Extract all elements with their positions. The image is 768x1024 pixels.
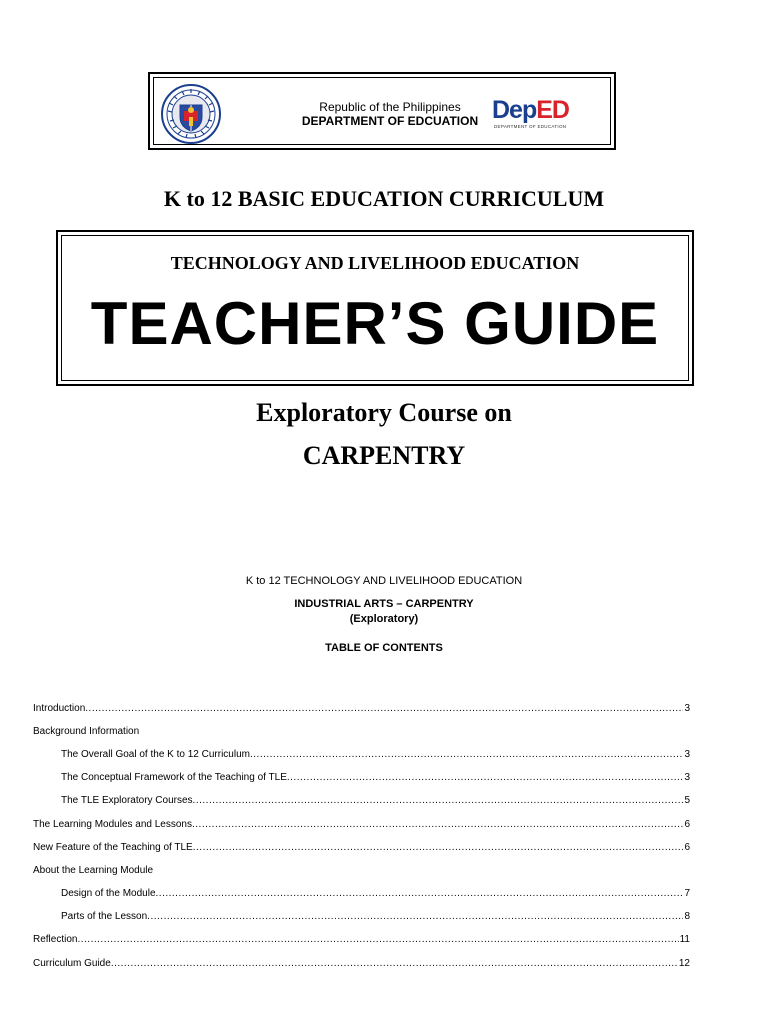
toc-leader-dots xyxy=(192,818,683,832)
toc-entry-title: New Feature of the Teaching of TLE xyxy=(33,842,193,853)
toc-entry-page: 3 xyxy=(684,772,690,783)
deped-wordmark-ed: ED xyxy=(536,96,569,124)
exploratory-course-label: Exploratory Course on xyxy=(256,398,512,427)
toc-entry-page: 11 xyxy=(679,934,690,945)
header-box xyxy=(148,72,616,150)
toc-leader-dots xyxy=(77,933,678,947)
toc-entry[interactable] xyxy=(33,933,690,947)
toc-entry-page: 8 xyxy=(684,911,690,922)
toc-entry-page: 5 xyxy=(684,795,690,806)
toc-entry-page: 6 xyxy=(684,842,690,853)
course-name: CARPENTRY xyxy=(302,441,466,470)
toc-entry-title: Design of the Module xyxy=(61,888,156,899)
toc-entry-title: Reflection xyxy=(33,934,78,945)
toc-entry[interactable] xyxy=(61,794,690,808)
toc-entry[interactable] xyxy=(33,841,690,855)
curriculum-title: K to 12 BASIC EDUCATION CURRICULUM xyxy=(163,186,605,211)
toc-entry-title: About the Learning Module xyxy=(33,865,154,876)
toc-leader-dots xyxy=(193,794,684,808)
toc-entry[interactable] xyxy=(61,771,690,785)
deped-seal-icon xyxy=(158,83,224,145)
toc-title: TABLE OF CONTENTS xyxy=(325,642,443,654)
toc-entry[interactable] xyxy=(33,864,690,878)
toc-entry[interactable] xyxy=(61,910,690,924)
toc-entry[interactable] xyxy=(33,818,690,832)
toc-leader-dots xyxy=(193,841,684,855)
republic-label: Republic of the Philippines xyxy=(319,100,461,114)
toc-leader-dots xyxy=(111,957,678,971)
deped-logo xyxy=(492,96,580,136)
toc-entry[interactable] xyxy=(33,957,690,971)
toc-entry-title: The Conceptual Framework of the Teaching of TLE xyxy=(61,772,287,783)
toc-area: INDUSTRIAL ARTS – CARPENTRY xyxy=(294,598,474,610)
toc-entry[interactable] xyxy=(61,887,690,901)
deped-wordmark-dep: Dep xyxy=(492,96,537,124)
toc-entry-page: 3 xyxy=(684,703,690,714)
toc-entry-title: Parts of the Lesson xyxy=(61,911,148,922)
toc-entry-title: The Learning Modules and Lessons xyxy=(33,819,192,830)
toc-entry-title: The TLE Exploratory Courses xyxy=(61,795,193,806)
toc-entry-page: 6 xyxy=(684,819,690,830)
toc-entry-title: The Overall Goal of the K to 12 Curriculum xyxy=(61,749,250,760)
toc-entry-title: Background Information xyxy=(33,726,140,737)
deped-logo-subtitle: DEPARTMENT OF EDUCATION xyxy=(494,124,567,129)
toc-entry-page: 12 xyxy=(678,958,690,969)
toc-leader-dots xyxy=(250,748,683,762)
tle-heading: TECHNOLOGY AND LIVELIHOOD EDUCATION xyxy=(170,253,580,273)
toc-subject: K to 12 TECHNOLOGY AND LIVELIHOOD EDUCATION xyxy=(245,575,523,587)
toc-leader-dots xyxy=(156,887,684,901)
toc-entry-page: 7 xyxy=(684,888,690,899)
toc-entry-page: 3 xyxy=(684,749,690,760)
teachers-guide-title: TEACHER’S GUIDE xyxy=(90,290,660,357)
toc-leader-dots xyxy=(85,702,683,716)
toc-entry[interactable] xyxy=(61,748,690,762)
toc-entry[interactable] xyxy=(33,702,690,716)
toc-leader-dots xyxy=(287,771,684,785)
toc-entry-title: Curriculum Guide xyxy=(33,958,111,969)
toc-type: (Exploratory) xyxy=(349,613,419,625)
deped-wordmark xyxy=(492,96,569,124)
department-label: DEPARTMENT OF EDCUATION xyxy=(301,114,479,128)
toc-entry[interactable] xyxy=(33,725,690,739)
teachers-guide-box xyxy=(56,230,694,386)
toc-leader-dots xyxy=(147,910,683,924)
toc-entry-title: Introduction xyxy=(33,703,86,714)
